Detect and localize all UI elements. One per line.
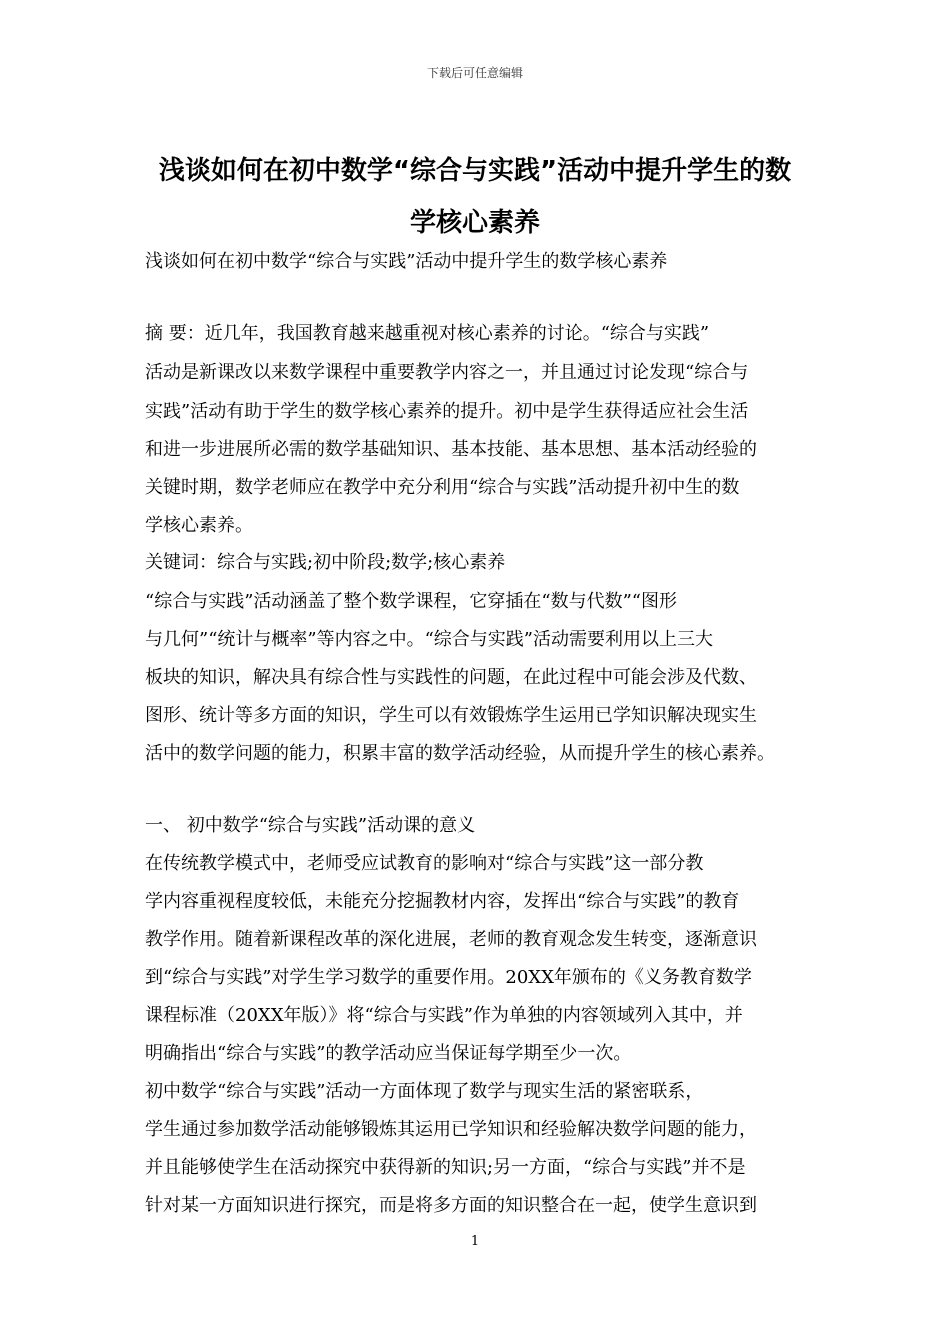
download-note: 下载后可任意编辑 — [426, 66, 523, 80]
abstract-line: 和进一步进展所必需的数学基础知识、基本技能、基本思想、基本活动经验的 — [145, 439, 757, 460]
paragraph-line: 板块的知识，解决具有综合性与实践性的问题，在此过程中可能会涉及代数、 — [145, 667, 757, 688]
paragraph-line: 到“综合与实践”对学生学习数学的重要作用。20XX年颁布的《义务教育数学 — [145, 967, 752, 988]
section-heading: 一、 初中数学“综合与实践”活动课的意义 — [145, 815, 476, 836]
paragraph-line: 并且能够使学生在活动探究中获得新的知识;另一方面，“综合与实践”并不是 — [145, 1157, 746, 1178]
paragraph-line: 课程标准（20XX年版）》将“综合与实践”作为单独的内容领域列入其中，并 — [145, 1005, 743, 1026]
paragraph-line: 活中的数学问题的能力，积累丰富的数学活动经验，从而提升学生的核心素养。 — [145, 743, 775, 764]
paragraph-line: 教学作用。随着新课程改革的深化进展，老师的教育观念发生转变，逐渐意识 — [145, 929, 757, 950]
abstract-line: 关键时期，数学老师应在教学中充分利用“综合与实践”活动提升初中生的数 — [145, 477, 740, 498]
paragraph-line: 在传统教学模式中，老师受应试教育的影响对“综合与实践”这一部分教 — [145, 853, 704, 874]
abstract-line: 摘 要：近几年，我国教育越来越重视对核心素养的讨论。“综合与实践” — [145, 323, 710, 344]
keywords-line: 关键词：综合与实践;初中阶段;数学;核心素养 — [145, 552, 506, 573]
paragraph-line: 明确指出“综合与实践”的教学活动应当保证每学期至少一次。 — [145, 1043, 632, 1064]
abstract-line: 活动是新课改以来数学课程中重要教学内容之一，并且通过讨论发现“综合与 — [145, 362, 749, 383]
paragraph-line: 与几何”“统计与概率”等内容之中。“综合与实践”活动需要利用以上三大 — [145, 629, 714, 650]
page-number: 1 — [470, 1234, 480, 1249]
document-title-line-2: 学核心素养 — [409, 208, 540, 238]
paragraph-line: 图形、统计等多方面的知识，学生可以有效锻炼学生运用已学知识解决现实生 — [145, 705, 757, 726]
paragraph-line: 学内容重视程度较低，未能充分挖掘教材内容，发挥出“综合与实践”的教育 — [145, 891, 740, 912]
paragraph-line: 初中数学“综合与实践”活动一方面体现了数学与现实生活的紧密联系， — [145, 1081, 704, 1102]
paragraph-line: 针对某一方面知识进行探究，而是将多方面的知识整合在一起，使学生意识到 — [145, 1195, 757, 1216]
abstract-line: 学核心素养。 — [145, 515, 253, 536]
document-title-line-1: 浅谈如何在初中数学“综合与实践”活动中提升学生的数 — [158, 156, 792, 186]
paragraph-line: “综合与实践”活动涵盖了整个数学课程，它穿插在“数与代数”“图形 — [145, 591, 678, 612]
paragraph-line: 学生通过参加数学活动能够锻炼其运用已学知识和经验解决数学问题的能力， — [145, 1119, 757, 1140]
subtitle-line: 浅谈如何在初中数学“综合与实践”活动中提升学生的数学核心素养 — [145, 251, 668, 272]
abstract-line: 实践”活动有助于学生的数学核心素养的提升。初中是学生获得适应社会生活 — [145, 401, 749, 422]
